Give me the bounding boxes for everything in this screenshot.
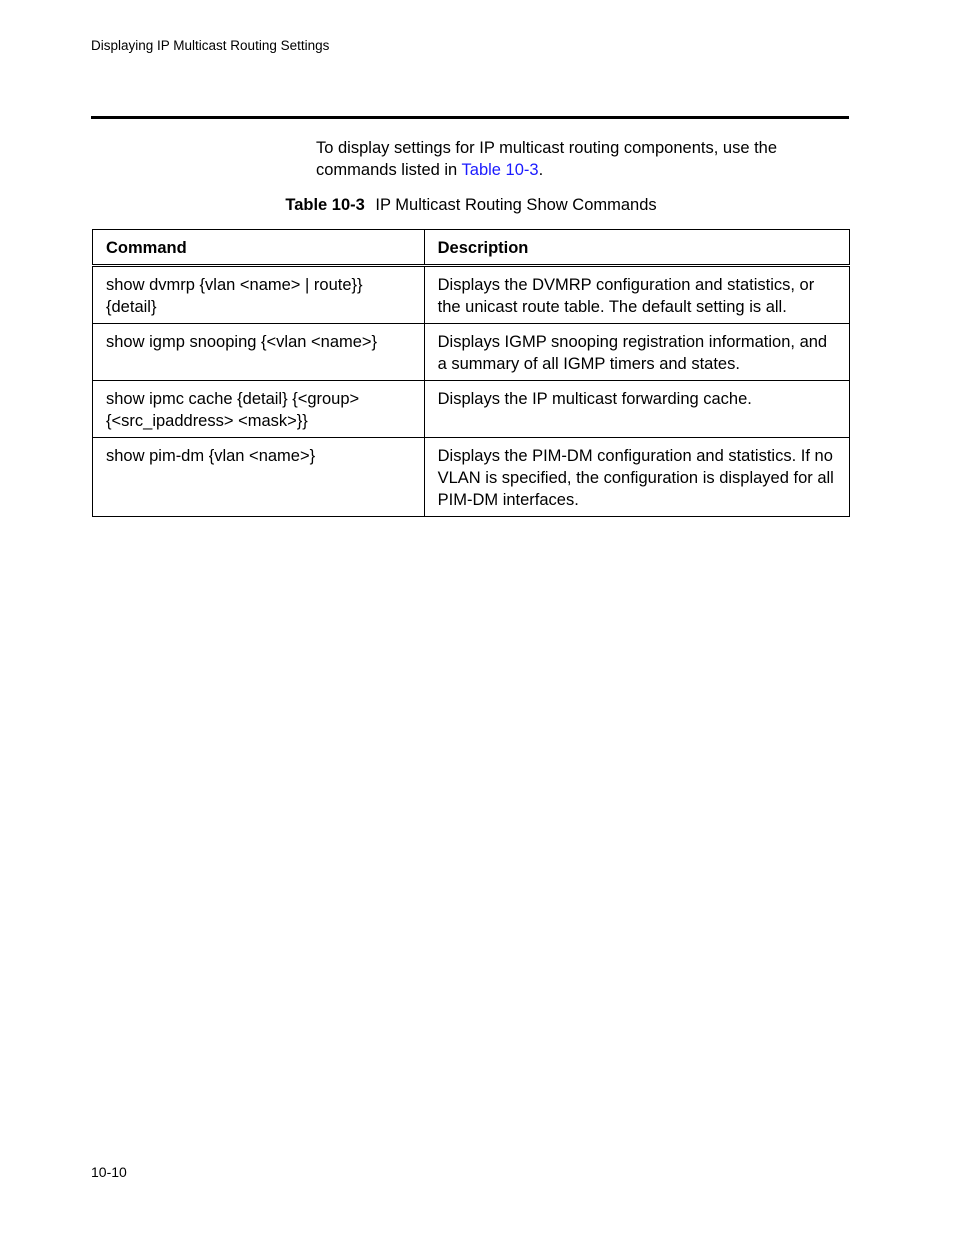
description-cell: Displays the PIM-DM configuration and statistics. If no VLAN is specified, the configuration is displayed for all PIM-DM interfaces. (424, 438, 849, 517)
column-header-description: Description (424, 230, 849, 266)
intro-text: To display settings for IP multicast routing components, use the commands listed in (316, 139, 778, 179)
intro-paragraph (316, 137, 836, 181)
table-caption-title: IP Multicast Routing Show Commands (375, 196, 657, 214)
table-row (93, 381, 850, 438)
command-cell: show igmp snooping {<vlan <name>} (93, 324, 425, 381)
table-row (93, 438, 850, 517)
command-cell: show pim-dm {vlan <name>} (93, 438, 425, 517)
page-number: 10-10 (91, 1164, 127, 1180)
table-caption (92, 196, 850, 215)
intro-text-end: . (538, 161, 544, 179)
description-cell: Displays IGMP snooping registration information, and a summary of all IGMP timers and states. (424, 324, 849, 381)
description-cell: Displays the IP multicast forwarding cache. (424, 381, 849, 438)
table-caption-label: Table 10-3 (285, 196, 365, 214)
command-cell: show ipmc cache {detail} {<group> {<src_ipaddress> <mask>}} (93, 381, 425, 438)
table-row (93, 266, 850, 324)
commands-table (92, 229, 850, 517)
description-cell: Displays the DVMRP configuration and statistics, or the unicast route table. The default setting is all. (424, 266, 849, 324)
section-rule (91, 116, 849, 119)
column-header-command: Command (93, 230, 425, 266)
table-xref-link[interactable]: Table 10-3 (461, 161, 539, 179)
command-cell: show dvmrp {vlan <name> | route}} {detail} (93, 266, 425, 324)
running-header: Displaying IP Multicast Routing Settings (91, 38, 330, 53)
table-header-row (93, 230, 850, 266)
table-row (93, 324, 850, 381)
